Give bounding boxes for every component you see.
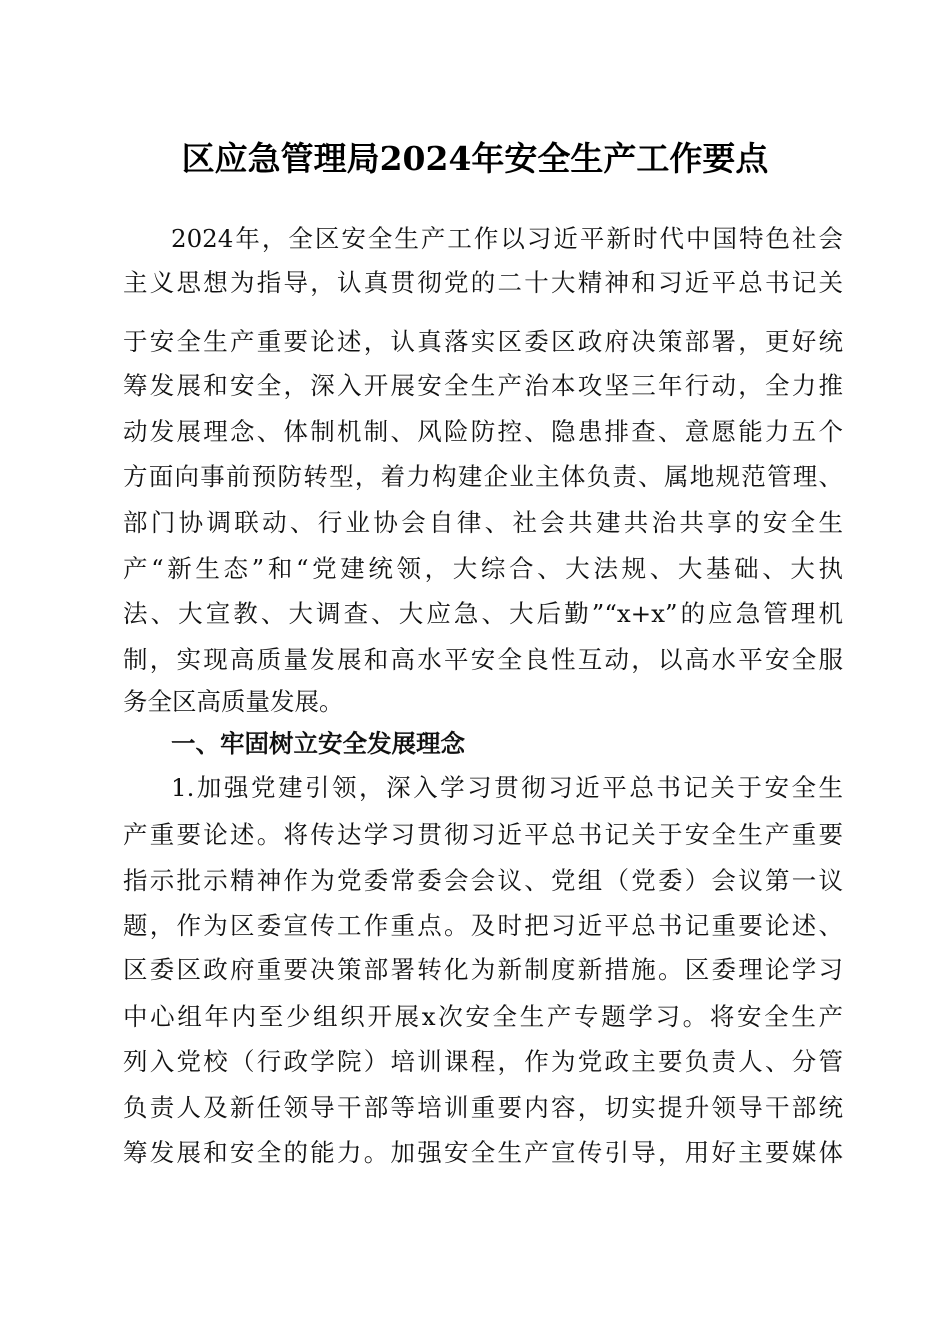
item-1-line-6: 中心组年内至少组织开展x次安全生产专题学习。将安全生产 [123, 1002, 843, 1031]
intro-line-1: 2024年，全区安全生产工作以习近平新时代中国特色社会 [171, 224, 843, 253]
intro-line-9: 法、大宣教、大调查、大应急、大后勤”“x+x”的应急管理机 [123, 599, 843, 628]
item-1-line-7: 列入党校（行政学院）培训课程，作为党政主要负责人、分管 [123, 1047, 843, 1076]
intro-line-2: 主义思想为指导，认真贯彻党的二十大精神和习近平总书记关 [123, 268, 843, 297]
intro-line-5: 动发展理念、体制机制、风险防控、隐患排查、意愿能力五个 [123, 417, 843, 446]
item-1-line-1: 1.加强党建引领，深入学习贯彻习近平总书记关于安全生 [171, 773, 843, 802]
intro-line-6: 方面向事前预防转型，着力构建企业主体负责、属地规范管理、 [123, 462, 843, 491]
document-title: 区应急管理局2024年安全生产工作要点 [181, 139, 769, 178]
intro-line-4: 筹发展和安全，深入开展安全生产治本攻坚三年行动，全力推 [123, 371, 843, 400]
intro-line-10: 制，实现高质量发展和高水平安全良性互动，以高水平安全服 [123, 645, 843, 674]
item-1-line-2: 产重要论述。将传达学习贯彻习近平总书记关于安全生产重要 [123, 820, 843, 849]
item-1-line-9: 筹发展和安全的能力。加强安全生产宣传引导，用好主要媒体 [123, 1138, 843, 1167]
item-1-line-3: 指示批示精神作为党委常委会会议、党组（党委）会议第一议 [123, 866, 843, 895]
intro-line-11: 务全区高质量发展。 [123, 687, 344, 716]
intro-line-3: 于安全生产重要论述，认真落实区委区政府决策部署，更好统 [123, 327, 843, 356]
item-1-line-4: 题，作为区委宣传工作重点。及时把习近平总书记重要论述、 [123, 911, 843, 940]
section-1-heading: 一、牢固树立安全发展理念 [171, 729, 465, 758]
intro-line-8: 产“新生态”和“党建统领，大综合、大法规、大基础、大执 [123, 554, 843, 583]
item-1-line-8: 负责人及新任领导干部等培训重要内容，切实提升领导干部统 [123, 1093, 843, 1122]
item-1-line-5: 区委区政府重要决策部署转化为新制度新措施。区委理论学习 [123, 955, 843, 984]
intro-line-7: 部门协调联动、行业协会自律、社会共建共治共享的安全生 [123, 508, 843, 537]
